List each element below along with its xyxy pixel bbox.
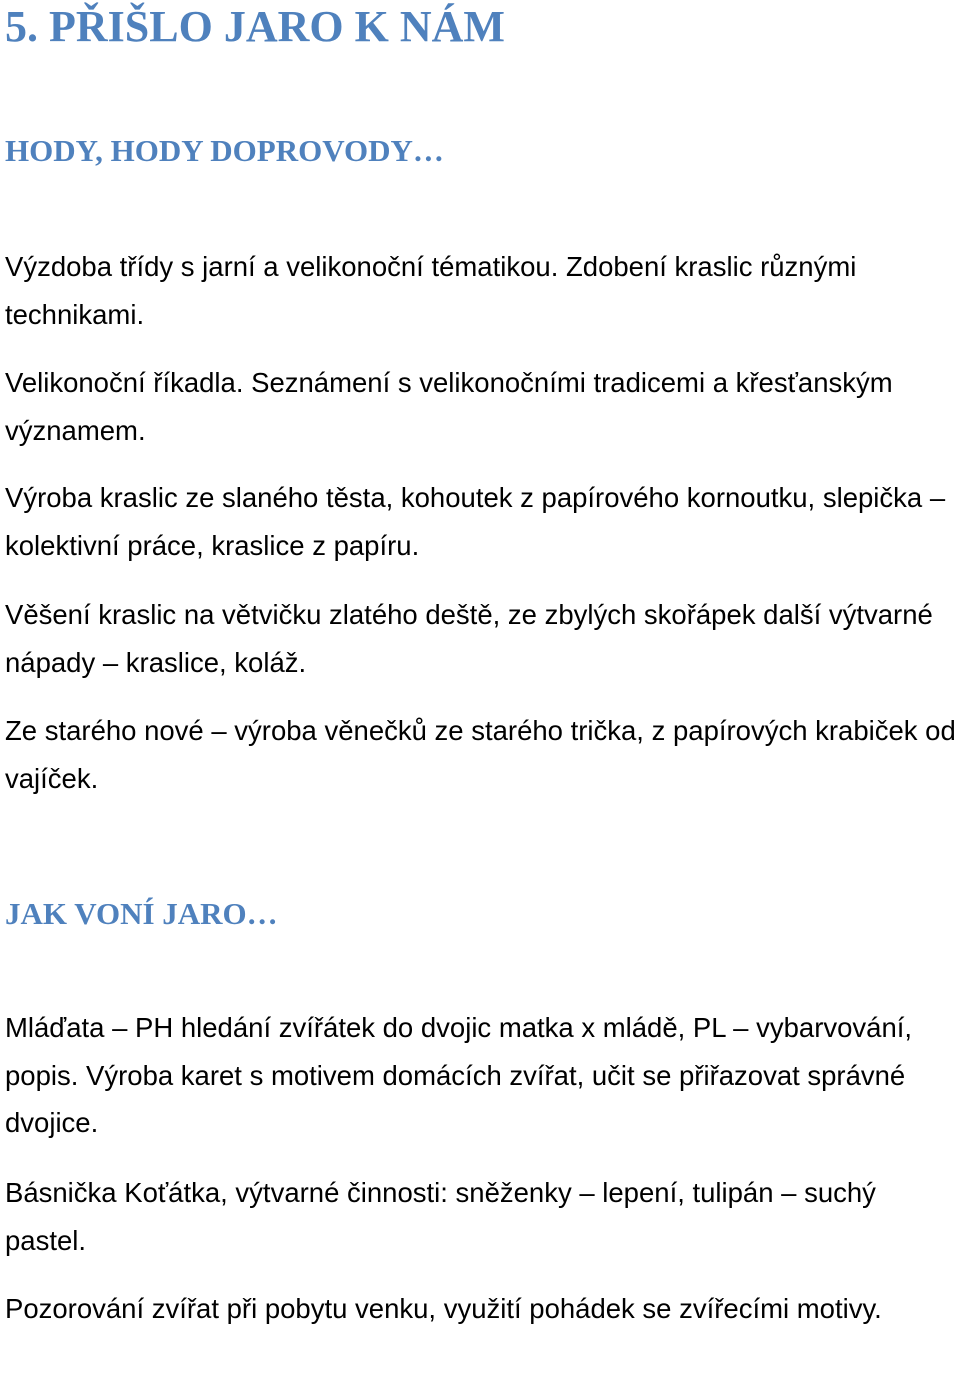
document-title: 5. PŘIŠLO JARO K NÁM [5,2,505,51]
section-heading-easter: HODY, HODY DOPROVODY… [5,133,444,168]
paragraph-crafts: Výroba kraslic ze slaného těsta, kohoutek z papírového kornoutku, slepička – kolektivní práce, kraslice z papíru. [5,482,946,561]
paragraph-baby-animals: Mláďata – PH hledání zvířátek do dvojic matka x mládě, PL – vybarvování, popis. Výroba karet s motivem domácích zvířat, učit se přiřazovat správné dvojice. [5,1012,913,1138]
paragraph-poem: Básnička Koťátka, výtvarné činnosti: sněženky – lepení, tulipán – suchý pastel. [5,1177,876,1256]
paragraph-rhymes: Velikonoční říkadla. Seznámení s velikonočními tradicemi a křesťanským významem. [5,367,893,446]
paragraph-hanging-eggs: Věšení kraslic na větvičku zlatého deště, ze zbylých skořápek další výtvarné nápady – kraslice, koláž. [5,599,933,678]
section-heading-spring: JAK VONÍ JARO… [5,896,278,931]
paragraph-decoration: Výzdoba třídy s jarní a velikonoční tématikou. Zdobení kraslic různými technikami. [5,251,857,330]
paragraph-observation: Pozorování zvířat při pobytu venku, využití pohádek se zvířecími motivy. [5,1293,882,1324]
paragraph-recycling: Ze starého nové – výroba věnečků ze starého trička, z papírových krabiček od vajíček. [5,715,956,794]
